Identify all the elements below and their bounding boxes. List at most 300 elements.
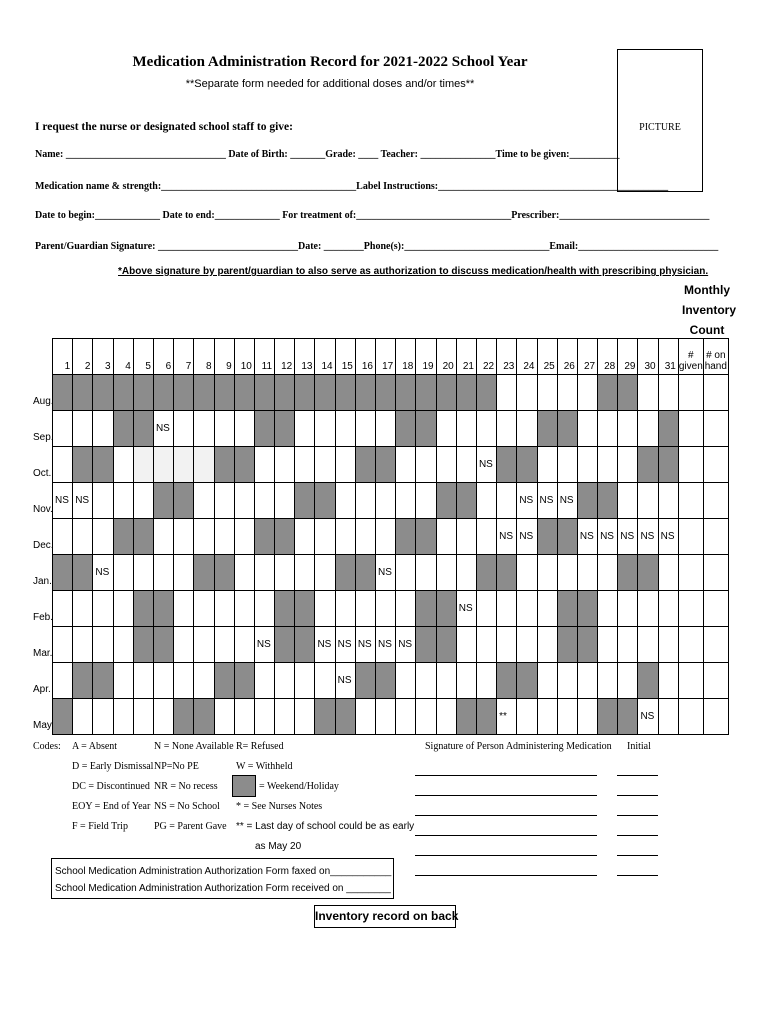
day-cell[interactable] — [153, 483, 173, 519]
day-cell[interactable] — [598, 591, 618, 627]
day-cell[interactable]: NS — [335, 627, 355, 663]
day-cell[interactable] — [638, 447, 658, 483]
day-cell[interactable] — [53, 555, 73, 591]
day-cell[interactable] — [73, 519, 93, 555]
day-cell[interactable] — [456, 483, 476, 519]
day-cell[interactable] — [133, 483, 153, 519]
inventory-on-hand-cell[interactable] — [703, 519, 728, 555]
day-cell[interactable] — [456, 555, 476, 591]
day-cell[interactable] — [194, 375, 214, 411]
day-cell[interactable] — [275, 411, 295, 447]
day-cell[interactable] — [315, 411, 335, 447]
day-cell[interactable] — [456, 627, 476, 663]
day-cell[interactable] — [396, 555, 416, 591]
day-cell[interactable] — [355, 411, 375, 447]
signature-line[interactable] — [415, 875, 597, 876]
day-cell[interactable] — [194, 591, 214, 627]
day-cell[interactable] — [133, 663, 153, 699]
day-cell[interactable] — [376, 375, 396, 411]
day-cell[interactable] — [113, 591, 133, 627]
day-cell[interactable] — [174, 375, 194, 411]
day-cell[interactable] — [557, 699, 577, 735]
day-cell[interactable] — [214, 663, 234, 699]
inventory-given-cell[interactable] — [678, 447, 703, 483]
day-cell[interactable] — [254, 699, 274, 735]
day-cell[interactable] — [174, 519, 194, 555]
day-cell[interactable] — [577, 591, 597, 627]
day-cell[interactable] — [234, 555, 254, 591]
day-cell[interactable] — [557, 591, 577, 627]
day-cell[interactable] — [517, 663, 537, 699]
day-cell[interactable] — [476, 375, 496, 411]
day-cell[interactable] — [497, 591, 517, 627]
day-cell[interactable] — [93, 447, 113, 483]
day-cell[interactable] — [133, 411, 153, 447]
day-cell[interactable] — [436, 555, 456, 591]
signature-line[interactable] — [415, 815, 597, 816]
day-cell[interactable] — [517, 627, 537, 663]
day-cell[interactable] — [174, 663, 194, 699]
day-cell[interactable] — [598, 447, 618, 483]
inventory-on-hand-cell[interactable] — [703, 627, 728, 663]
day-cell[interactable] — [315, 375, 335, 411]
inventory-given-cell[interactable] — [678, 663, 703, 699]
day-cell[interactable] — [73, 627, 93, 663]
day-cell[interactable] — [537, 663, 557, 699]
day-cell[interactable] — [618, 375, 638, 411]
day-cell[interactable] — [396, 663, 416, 699]
day-cell[interactable] — [416, 447, 436, 483]
day-cell[interactable] — [153, 699, 173, 735]
signature-line[interactable] — [415, 795, 597, 796]
day-cell[interactable] — [214, 447, 234, 483]
day-cell[interactable]: NS — [456, 591, 476, 627]
day-cell[interactable] — [234, 483, 254, 519]
day-cell[interactable] — [456, 699, 476, 735]
day-cell[interactable] — [295, 699, 315, 735]
day-cell[interactable] — [598, 663, 618, 699]
day-cell[interactable] — [416, 555, 436, 591]
day-cell[interactable]: NS — [517, 519, 537, 555]
day-cell[interactable] — [557, 411, 577, 447]
day-cell[interactable] — [335, 591, 355, 627]
day-cell[interactable] — [234, 663, 254, 699]
day-cell[interactable] — [416, 627, 436, 663]
day-cell[interactable] — [335, 555, 355, 591]
day-cell[interactable] — [295, 591, 315, 627]
day-cell[interactable]: NS — [396, 627, 416, 663]
inventory-given-cell[interactable] — [678, 627, 703, 663]
day-cell[interactable] — [497, 375, 517, 411]
day-cell[interactable] — [557, 555, 577, 591]
day-cell[interactable] — [497, 627, 517, 663]
day-cell[interactable] — [254, 447, 274, 483]
day-cell[interactable] — [456, 519, 476, 555]
day-cell[interactable] — [638, 555, 658, 591]
day-cell[interactable]: NS — [658, 519, 678, 555]
day-cell[interactable]: NS — [53, 483, 73, 519]
day-cell[interactable] — [194, 627, 214, 663]
day-cell[interactable] — [436, 699, 456, 735]
day-cell[interactable] — [254, 411, 274, 447]
day-cell[interactable] — [254, 483, 274, 519]
auth-received-line[interactable]: School Medication Administration Authorization Form received on ________ — [55, 883, 391, 894]
day-cell[interactable] — [537, 411, 557, 447]
day-cell[interactable] — [214, 375, 234, 411]
day-cell[interactable] — [315, 591, 335, 627]
day-cell[interactable] — [53, 627, 73, 663]
inventory-given-cell[interactable] — [678, 699, 703, 735]
day-cell[interactable] — [254, 663, 274, 699]
day-cell[interactable] — [214, 483, 234, 519]
initial-line[interactable] — [617, 815, 658, 816]
day-cell[interactable] — [234, 519, 254, 555]
day-cell[interactable] — [598, 375, 618, 411]
day-cell[interactable] — [53, 663, 73, 699]
day-cell[interactable] — [416, 375, 436, 411]
inventory-on-hand-cell[interactable] — [703, 699, 728, 735]
day-cell[interactable]: NS — [153, 411, 173, 447]
day-cell[interactable] — [376, 483, 396, 519]
day-cell[interactable] — [275, 447, 295, 483]
day-cell[interactable] — [335, 447, 355, 483]
day-cell[interactable]: NS — [254, 627, 274, 663]
day-cell[interactable] — [436, 483, 456, 519]
day-cell[interactable] — [355, 591, 375, 627]
day-cell[interactable] — [577, 699, 597, 735]
day-cell[interactable]: NS — [517, 483, 537, 519]
day-cell[interactable] — [577, 375, 597, 411]
day-cell[interactable] — [113, 447, 133, 483]
day-cell[interactable] — [658, 555, 678, 591]
day-cell[interactable] — [254, 555, 274, 591]
day-cell[interactable] — [638, 627, 658, 663]
day-cell[interactable] — [618, 447, 638, 483]
day-cell[interactable] — [577, 555, 597, 591]
day-cell[interactable] — [638, 375, 658, 411]
day-cell[interactable] — [275, 375, 295, 411]
day-cell[interactable] — [456, 411, 476, 447]
day-cell[interactable] — [376, 663, 396, 699]
auth-faxed-line[interactable]: School Medication Administration Authorization Form faxed on___________ — [55, 866, 392, 877]
day-cell[interactable] — [396, 375, 416, 411]
day-cell[interactable] — [335, 699, 355, 735]
day-cell[interactable] — [355, 519, 375, 555]
day-cell[interactable] — [93, 591, 113, 627]
day-cell[interactable] — [598, 483, 618, 519]
day-cell[interactable] — [254, 519, 274, 555]
day-cell[interactable] — [113, 483, 133, 519]
day-cell[interactable] — [153, 591, 173, 627]
day-cell[interactable] — [93, 627, 113, 663]
day-cell[interactable] — [234, 375, 254, 411]
day-cell[interactable] — [113, 519, 133, 555]
day-cell[interactable] — [73, 699, 93, 735]
day-cell[interactable] — [295, 375, 315, 411]
day-cell[interactable] — [537, 555, 557, 591]
day-cell[interactable] — [416, 663, 436, 699]
day-cell[interactable] — [537, 375, 557, 411]
day-cell[interactable]: NS — [335, 663, 355, 699]
day-cell[interactable] — [275, 483, 295, 519]
day-cell[interactable] — [396, 591, 416, 627]
day-cell[interactable] — [194, 663, 214, 699]
inventory-given-cell[interactable] — [678, 483, 703, 519]
day-cell[interactable]: NS — [598, 519, 618, 555]
day-cell[interactable] — [174, 411, 194, 447]
day-cell[interactable] — [113, 375, 133, 411]
day-cell[interactable] — [658, 663, 678, 699]
day-cell[interactable] — [153, 555, 173, 591]
day-cell[interactable] — [174, 627, 194, 663]
day-cell[interactable] — [658, 447, 678, 483]
day-cell[interactable] — [517, 411, 537, 447]
day-cell[interactable] — [355, 447, 375, 483]
day-cell[interactable] — [53, 519, 73, 555]
day-cell[interactable] — [295, 447, 315, 483]
day-cell[interactable] — [73, 411, 93, 447]
day-cell[interactable] — [133, 375, 153, 411]
day-cell[interactable] — [254, 591, 274, 627]
day-cell[interactable] — [335, 375, 355, 411]
inventory-on-hand-cell[interactable] — [703, 555, 728, 591]
day-cell[interactable] — [234, 411, 254, 447]
day-cell[interactable] — [93, 483, 113, 519]
day-cell[interactable] — [376, 411, 396, 447]
day-cell[interactable] — [618, 663, 638, 699]
day-cell[interactable] — [133, 519, 153, 555]
day-cell[interactable] — [618, 411, 638, 447]
day-cell[interactable]: NS — [618, 519, 638, 555]
day-cell[interactable]: NS — [577, 519, 597, 555]
inventory-on-hand-cell[interactable] — [703, 411, 728, 447]
day-cell[interactable] — [133, 555, 153, 591]
initial-line[interactable] — [617, 775, 658, 776]
day-cell[interactable] — [577, 627, 597, 663]
day-cell[interactable] — [658, 591, 678, 627]
day-cell[interactable]: NS — [376, 555, 396, 591]
day-cell[interactable] — [315, 447, 335, 483]
day-cell[interactable] — [355, 663, 375, 699]
day-cell[interactable] — [598, 411, 618, 447]
inventory-given-cell[interactable] — [678, 591, 703, 627]
day-cell[interactable] — [476, 663, 496, 699]
day-cell[interactable] — [295, 663, 315, 699]
day-cell[interactable] — [133, 627, 153, 663]
day-cell[interactable] — [476, 591, 496, 627]
day-cell[interactable] — [355, 699, 375, 735]
day-cell[interactable] — [93, 663, 113, 699]
day-cell[interactable] — [174, 699, 194, 735]
day-cell[interactable] — [376, 519, 396, 555]
day-cell[interactable] — [517, 447, 537, 483]
day-cell[interactable] — [93, 375, 113, 411]
inventory-on-hand-cell[interactable] — [703, 663, 728, 699]
day-cell[interactable] — [456, 447, 476, 483]
day-cell[interactable] — [153, 519, 173, 555]
day-cell[interactable] — [638, 411, 658, 447]
day-cell[interactable] — [416, 519, 436, 555]
day-cell[interactable] — [53, 411, 73, 447]
day-cell[interactable] — [234, 447, 254, 483]
day-cell[interactable] — [557, 627, 577, 663]
signature-line[interactable] — [415, 835, 597, 836]
day-cell[interactable] — [416, 699, 436, 735]
day-cell[interactable] — [598, 699, 618, 735]
day-cell[interactable] — [73, 555, 93, 591]
day-cell[interactable] — [416, 411, 436, 447]
day-cell[interactable] — [53, 591, 73, 627]
day-cell[interactable] — [335, 519, 355, 555]
day-cell[interactable] — [376, 699, 396, 735]
inventory-on-hand-cell[interactable] — [703, 375, 728, 411]
day-cell[interactable] — [73, 663, 93, 699]
day-cell[interactable] — [174, 483, 194, 519]
day-cell[interactable] — [315, 483, 335, 519]
day-cell[interactable] — [275, 663, 295, 699]
day-cell[interactable] — [436, 447, 456, 483]
day-cell[interactable] — [355, 375, 375, 411]
day-cell[interactable] — [376, 591, 396, 627]
day-cell[interactable] — [295, 411, 315, 447]
day-cell[interactable] — [295, 627, 315, 663]
day-cell[interactable] — [355, 483, 375, 519]
day-cell[interactable] — [133, 447, 153, 483]
day-cell[interactable]: NS — [638, 519, 658, 555]
day-cell[interactable] — [557, 519, 577, 555]
day-cell[interactable] — [557, 447, 577, 483]
day-cell[interactable] — [194, 483, 214, 519]
day-cell[interactable] — [436, 627, 456, 663]
day-cell[interactable] — [396, 447, 416, 483]
initial-line[interactable] — [617, 875, 658, 876]
student-info-line[interactable]: Name: ________________________________ Date of Birth: _______Grade: ____ Teacher: _______________Time to be given:__________ — [35, 149, 620, 160]
day-cell[interactable] — [618, 591, 638, 627]
day-cell[interactable] — [275, 519, 295, 555]
day-cell[interactable] — [577, 411, 597, 447]
day-cell[interactable] — [73, 375, 93, 411]
inventory-given-cell[interactable] — [678, 555, 703, 591]
day-cell[interactable] — [153, 663, 173, 699]
day-cell[interactable] — [396, 519, 416, 555]
picture-box[interactable]: PICTURE — [617, 49, 703, 192]
day-cell[interactable] — [497, 447, 517, 483]
day-cell[interactable] — [214, 519, 234, 555]
inventory-given-cell[interactable] — [678, 519, 703, 555]
day-cell[interactable]: ** — [497, 699, 517, 735]
day-cell[interactable]: NS — [376, 627, 396, 663]
day-cell[interactable] — [194, 555, 214, 591]
day-cell[interactable] — [174, 555, 194, 591]
day-cell[interactable] — [174, 447, 194, 483]
day-cell[interactable] — [133, 591, 153, 627]
day-cell[interactable] — [234, 627, 254, 663]
day-cell[interactable]: NS — [93, 555, 113, 591]
treatment-info-line[interactable]: Date to begin:_____________ Date to end:_____________ For treatment of:_______________________________Prescriber:______________________________ — [35, 210, 710, 221]
inventory-given-cell[interactable] — [678, 411, 703, 447]
day-cell[interactable] — [376, 447, 396, 483]
day-cell[interactable] — [355, 555, 375, 591]
day-cell[interactable] — [476, 555, 496, 591]
signature-line[interactable] — [415, 855, 597, 856]
day-cell[interactable] — [275, 699, 295, 735]
day-cell[interactable] — [315, 519, 335, 555]
day-cell[interactable] — [416, 483, 436, 519]
day-cell[interactable]: NS — [73, 483, 93, 519]
day-cell[interactable] — [618, 483, 638, 519]
day-cell[interactable] — [436, 519, 456, 555]
day-cell[interactable] — [174, 591, 194, 627]
day-cell[interactable] — [73, 591, 93, 627]
day-cell[interactable]: NS — [638, 699, 658, 735]
day-cell[interactable] — [53, 699, 73, 735]
medication-info-line[interactable]: Medication name & strength:_______________________________________Label Instructions:______________________________________________ — [35, 181, 669, 192]
day-cell[interactable] — [476, 519, 496, 555]
day-cell[interactable] — [537, 699, 557, 735]
day-cell[interactable] — [295, 483, 315, 519]
day-cell[interactable] — [577, 663, 597, 699]
day-cell[interactable] — [638, 591, 658, 627]
day-cell[interactable] — [557, 375, 577, 411]
day-cell[interactable] — [113, 699, 133, 735]
initial-line[interactable] — [617, 835, 658, 836]
day-cell[interactable] — [517, 375, 537, 411]
day-cell[interactable] — [476, 699, 496, 735]
day-cell[interactable] — [497, 411, 517, 447]
day-cell[interactable] — [537, 627, 557, 663]
day-cell[interactable] — [194, 447, 214, 483]
day-cell[interactable] — [638, 483, 658, 519]
day-cell[interactable] — [93, 699, 113, 735]
day-cell[interactable] — [537, 447, 557, 483]
inventory-on-hand-cell[interactable] — [703, 483, 728, 519]
day-cell[interactable] — [396, 699, 416, 735]
day-cell[interactable]: NS — [315, 627, 335, 663]
day-cell[interactable] — [113, 555, 133, 591]
day-cell[interactable] — [254, 375, 274, 411]
day-cell[interactable] — [517, 699, 537, 735]
day-cell[interactable] — [153, 375, 173, 411]
day-cell[interactable] — [73, 447, 93, 483]
day-cell[interactable] — [537, 519, 557, 555]
day-cell[interactable] — [275, 555, 295, 591]
day-cell[interactable] — [234, 591, 254, 627]
day-cell[interactable] — [436, 591, 456, 627]
day-cell[interactable] — [598, 627, 618, 663]
day-cell[interactable] — [275, 591, 295, 627]
day-cell[interactable]: NS — [537, 483, 557, 519]
day-cell[interactable] — [436, 663, 456, 699]
day-cell[interactable] — [194, 699, 214, 735]
day-cell[interactable] — [214, 699, 234, 735]
day-cell[interactable] — [618, 627, 638, 663]
day-cell[interactable] — [194, 411, 214, 447]
day-cell[interactable] — [396, 483, 416, 519]
day-cell[interactable] — [476, 627, 496, 663]
day-cell[interactable] — [577, 447, 597, 483]
day-cell[interactable] — [275, 627, 295, 663]
day-cell[interactable] — [537, 591, 557, 627]
day-cell[interactable] — [214, 411, 234, 447]
day-cell[interactable] — [113, 663, 133, 699]
day-cell[interactable] — [517, 591, 537, 627]
day-cell[interactable] — [53, 447, 73, 483]
day-cell[interactable] — [214, 627, 234, 663]
initial-line[interactable] — [617, 855, 658, 856]
day-cell[interactable] — [113, 627, 133, 663]
day-cell[interactable] — [476, 483, 496, 519]
day-cell[interactable] — [133, 699, 153, 735]
